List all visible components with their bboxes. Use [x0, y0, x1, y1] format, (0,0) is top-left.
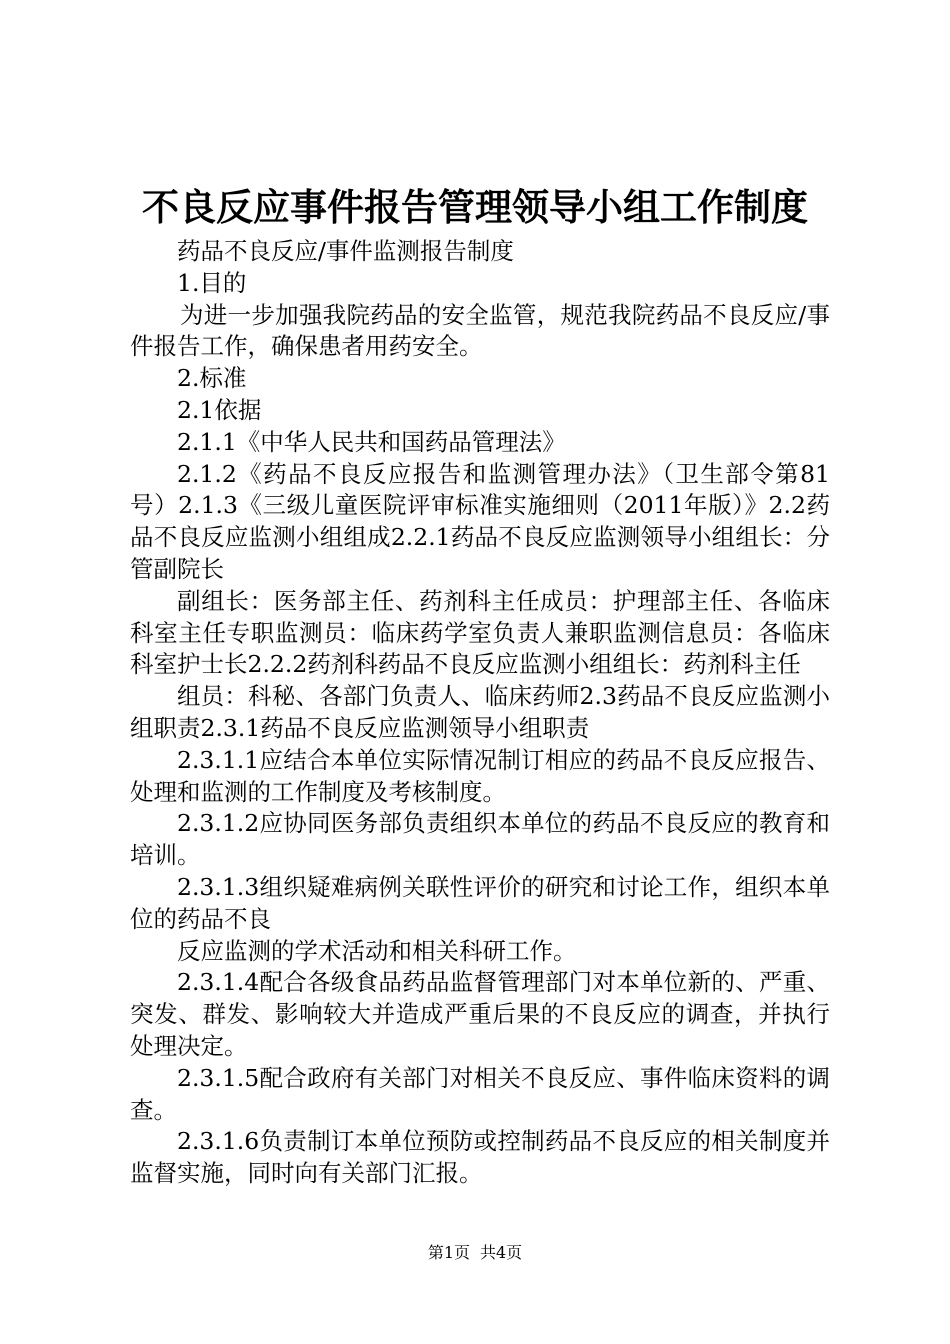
document-title: 不良反应事件报告管理领导小组工作制度 — [142, 185, 808, 229]
page-number: 第1页 — [427, 1243, 470, 1262]
page-footer — [0, 1242, 950, 1264]
paragraph: 2.3.1.2应协同医务部负责组织本单位的药品不良反应的教育和培训。 — [130, 809, 830, 870]
paragraph: 2.1.2《药品不良反应报告和监测管理办法》（卫生部令第81号）2.1.3《三级儿童医院评审标准实施细则（2011年版）》2.2药品不良反应监测小组组成2.2.1药品不良反应监测领导小组组长：分管副院长 — [130, 459, 830, 583]
document-body — [130, 236, 830, 1190]
paragraph: 2.标准 — [177, 364, 247, 393]
paragraph: 1.目的 — [177, 268, 247, 297]
paragraph: 2.3.1.1应结合本单位实际情况制订相应的药品不良反应报告、处理和监测的工作制度及考核制度。 — [130, 745, 830, 806]
paragraph: 2.1.1《中华人民共和国药品管理法》 — [177, 427, 566, 456]
paragraph: 为进一步加强我院药品的安全监管，规范我院药品不良反应/事件报告工作，确保患者用药安全。 — [130, 300, 830, 361]
paragraph: 2.3.1.5配合政府有关部门对相关不良反应、事件临床资料的调查。 — [130, 1063, 830, 1124]
paragraph: 2.1依据 — [177, 395, 262, 424]
paragraph: 2.3.1.4配合各级食品药品监督管理部门对本单位新的、严重、突发、群发、影响较大并造成严重后果的不良反应的调查，并执行处理决定。 — [130, 968, 830, 1060]
paragraph: 2.3.1.3组织疑难病例关联性评价的研究和讨论工作，组织本单位的药品不良 — [130, 872, 830, 933]
paragraph: 2.3.1.6负责制订本单位预防或控制药品不良反应的相关制度并监督实施，同时向有关部门汇报。 — [130, 1127, 830, 1188]
paragraph: 组员：科秘、各部门负责人、临床药师2.3药品不良反应监测小组职责2.3.1药品不良反应监测领导小组职责 — [130, 682, 830, 742]
paragraph: 副组长：医务部主任、药剂科主任成员：护理部主任、各临床科室主任专职监测员：临床药学室负责人兼职监测信息员：各临床科室护士长2.2.2药剂科药品不良反应监测小组组长：药剂科主任 — [130, 586, 830, 679]
page-total: 共4页 — [480, 1243, 523, 1262]
paragraph: 反应监测的学术活动和相关科研工作。 — [177, 936, 577, 965]
paragraph: 药品不良反应/事件监测报告制度 — [177, 237, 514, 265]
